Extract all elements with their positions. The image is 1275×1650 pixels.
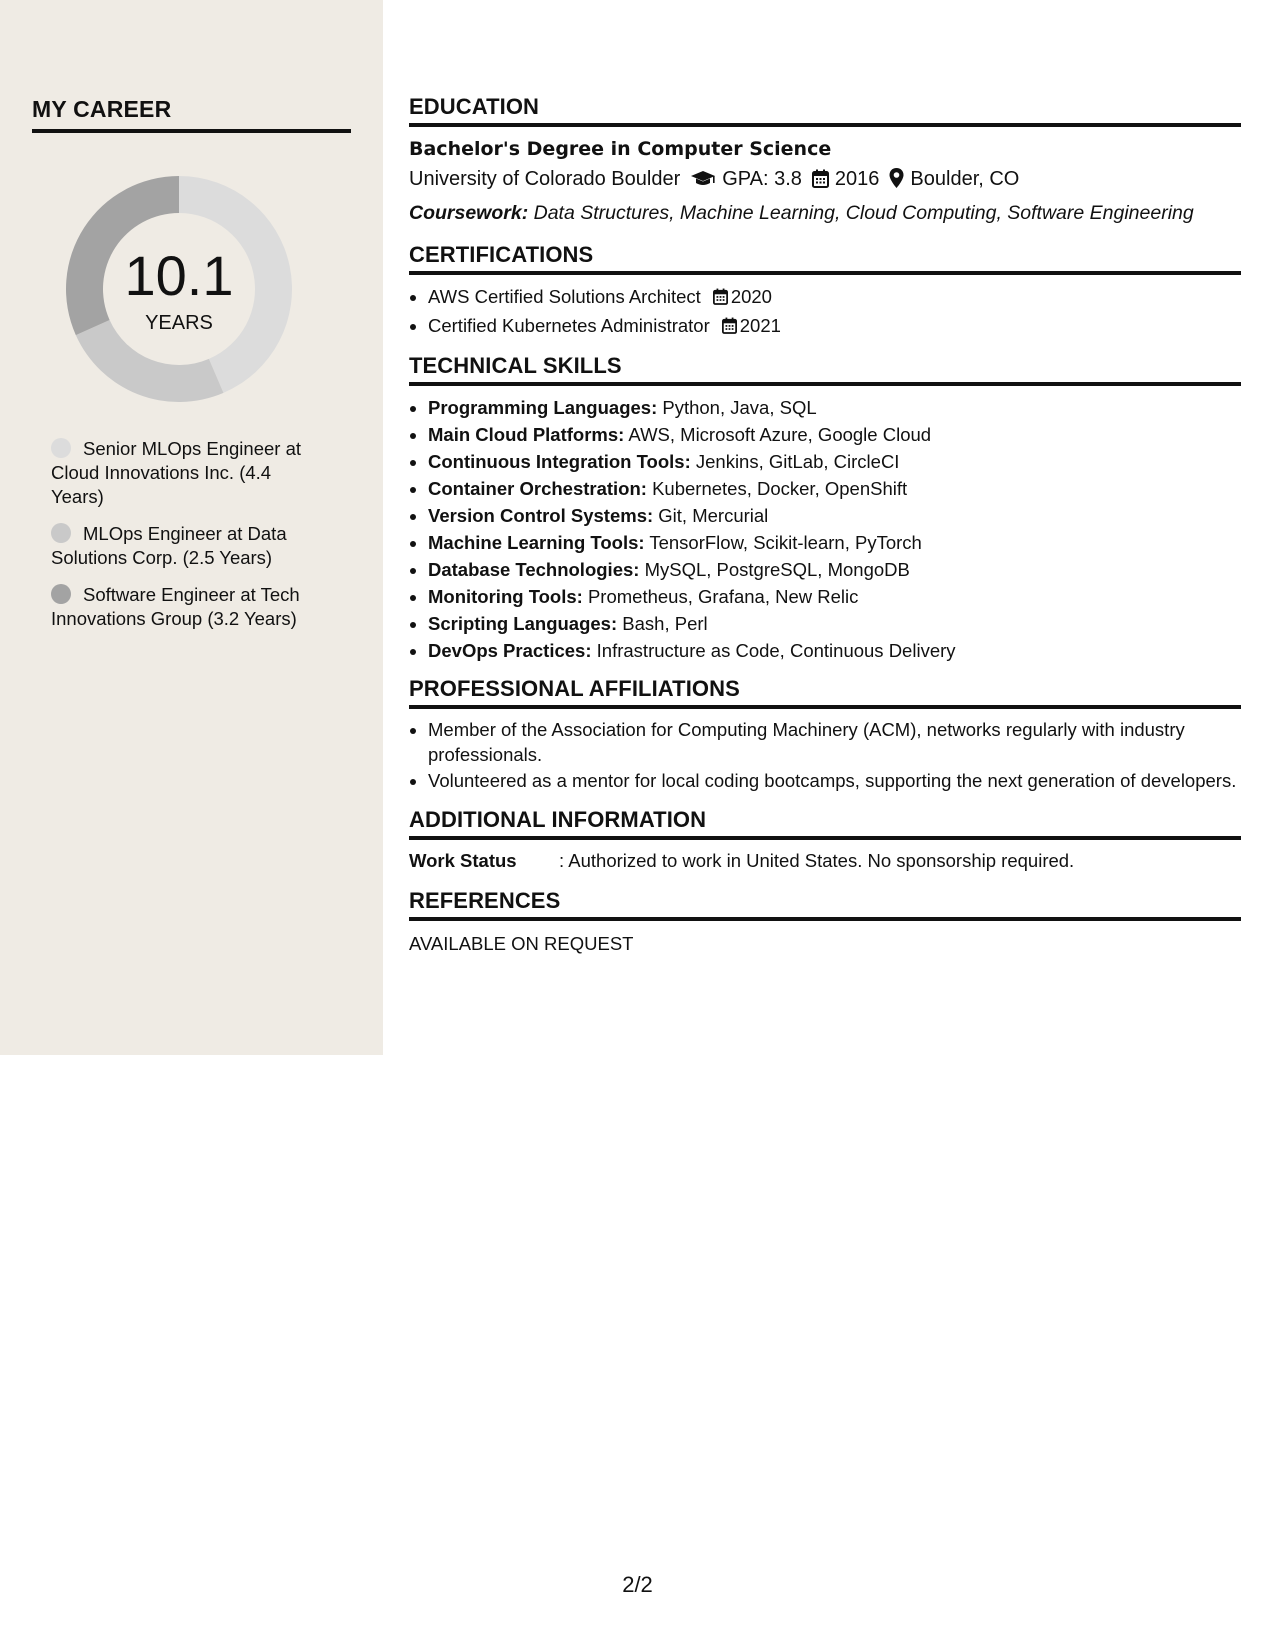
total-years-label: YEARS bbox=[145, 312, 213, 334]
section-rule bbox=[409, 271, 1241, 275]
career-legend bbox=[51, 437, 321, 644]
coursework-label: Coursework: bbox=[409, 202, 529, 224]
skill-value: AWS, Microsoft Azure, Google Cloud bbox=[624, 424, 932, 445]
section-rule bbox=[409, 917, 1241, 921]
skill-label: Scripting Languages: bbox=[428, 613, 618, 634]
affiliations-title: PROFESSIONAL AFFILIATIONS bbox=[409, 676, 740, 701]
skill-label: Monitoring Tools: bbox=[428, 586, 583, 607]
certifications-title: CERTIFICATIONS bbox=[409, 242, 594, 267]
legend-dot-icon bbox=[51, 584, 71, 604]
skills-title: TECHNICAL SKILLS bbox=[409, 353, 622, 378]
skill-label: Programming Languages: bbox=[428, 397, 658, 418]
certification-item bbox=[428, 312, 1241, 341]
skills-list bbox=[409, 394, 1241, 664]
career-legend-label: Software Engineer at Tech Innovations Group (3.2 Years) bbox=[51, 584, 300, 629]
certification-year: 2020 bbox=[730, 286, 772, 307]
section-rule bbox=[409, 382, 1241, 386]
career-years-donut bbox=[66, 176, 292, 402]
skill-label: Continuous Integration Tools: bbox=[428, 451, 691, 472]
skill-value: Git, Mercurial bbox=[653, 505, 769, 526]
career-title-rule bbox=[32, 129, 351, 133]
skill-label: Database Technologies: bbox=[428, 559, 640, 580]
skill-label: Version Control Systems: bbox=[428, 505, 654, 526]
certifications-list bbox=[409, 283, 1241, 341]
skill-value: Prometheus, Grafana, New Relic bbox=[582, 586, 859, 607]
skill-value: Infrastructure as Code, Continuous Delivery bbox=[591, 640, 956, 661]
skill-value: TensorFlow, Scikit-learn, PyTorch bbox=[644, 532, 922, 553]
location-pin-icon bbox=[889, 166, 904, 198]
skill-item bbox=[428, 394, 1241, 421]
skill-item bbox=[428, 421, 1241, 448]
degree-name: Bachelor's Degree in Computer Science bbox=[409, 138, 832, 160]
career-title: MY CAREER bbox=[32, 96, 172, 122]
skill-item bbox=[428, 556, 1241, 583]
additional-info-section bbox=[409, 807, 1241, 874]
school-name: University of Colorado Boulder bbox=[409, 168, 681, 190]
certification-year: 2021 bbox=[739, 315, 781, 336]
main-content bbox=[409, 94, 1241, 957]
calendar-icon bbox=[713, 285, 728, 312]
additional-info-title: ADDITIONAL INFORMATION bbox=[409, 807, 707, 832]
skill-item bbox=[428, 610, 1241, 637]
skill-value: Kubernetes, Docker, OpenShift bbox=[646, 478, 908, 499]
skill-item bbox=[428, 583, 1241, 610]
education-details bbox=[409, 163, 1241, 198]
career-legend-label: MLOps Engineer at Data Solutions Corp. (2.5 Years) bbox=[51, 523, 287, 568]
work-status-label: Work Status bbox=[409, 850, 517, 871]
school-location: Boulder, CO bbox=[910, 168, 1020, 190]
affiliation-item: • Volunteered as a mentor for local coding bootcamps, supporting the next generation of developers. bbox=[428, 768, 1241, 793]
work-status-row bbox=[409, 848, 1241, 874]
career-legend-item bbox=[51, 437, 321, 509]
page-number: 2/2 bbox=[622, 1572, 653, 1597]
certification-name: Certified Kubernetes Administrator bbox=[428, 315, 710, 336]
affiliations-section bbox=[409, 676, 1241, 793]
certification-item bbox=[428, 283, 1241, 312]
skill-label: Machine Learning Tools: bbox=[428, 532, 645, 553]
gpa-value: GPA: 3.8 bbox=[722, 168, 802, 190]
skill-item bbox=[428, 637, 1241, 664]
certifications-section bbox=[409, 242, 1241, 341]
career-legend-label: Senior MLOps Engineer at Cloud Innovations Inc. (4.4 Years) bbox=[51, 438, 302, 507]
career-sidebar bbox=[0, 0, 383, 1055]
work-status-value: : Authorized to work in United States. No sponsorship required. bbox=[559, 850, 1075, 871]
calendar-icon bbox=[722, 314, 737, 341]
skill-value: Python, Java, SQL bbox=[657, 397, 817, 418]
career-legend-item bbox=[51, 522, 321, 570]
skill-label: DevOps Practices: bbox=[428, 640, 592, 661]
graduation-year: 2016 bbox=[834, 168, 880, 190]
skill-item bbox=[428, 502, 1241, 529]
skills-section bbox=[409, 353, 1241, 664]
references-text: AVAILABLE ON REQUEST bbox=[409, 933, 634, 954]
coursework bbox=[409, 198, 1241, 228]
total-years-value: 10.1 bbox=[124, 244, 234, 307]
donut-center bbox=[66, 176, 292, 402]
career-legend-item bbox=[51, 583, 321, 631]
education-title: EDUCATION bbox=[409, 94, 540, 119]
skill-value: Bash, Perl bbox=[617, 613, 708, 634]
affiliation-item: • Member of the Association for Computing Machinery (ACM), networks regularly with industry professionals. bbox=[428, 717, 1241, 767]
legend-dot-icon bbox=[51, 438, 71, 458]
certification-name: AWS Certified Solutions Architect bbox=[428, 286, 701, 307]
skill-item bbox=[428, 475, 1241, 502]
skill-label: Container Orchestration: bbox=[428, 478, 647, 499]
education-section bbox=[409, 94, 1241, 228]
skill-value: Jenkins, GitLab, CircleCI bbox=[690, 451, 900, 472]
affiliations-list bbox=[409, 717, 1241, 793]
legend-dot-icon bbox=[51, 523, 71, 543]
references-section bbox=[409, 888, 1241, 957]
coursework-list: Data Structures, Machine Learning, Cloud Computing, Software Engineering bbox=[528, 202, 1194, 224]
section-rule bbox=[409, 705, 1241, 709]
section-rule bbox=[409, 836, 1241, 840]
section-rule bbox=[409, 123, 1241, 127]
skill-item bbox=[428, 448, 1241, 475]
references-title: REFERENCES bbox=[409, 888, 561, 913]
skill-value: MySQL, PostgreSQL, MongoDB bbox=[639, 559, 910, 580]
skill-item bbox=[428, 529, 1241, 556]
calendar-icon bbox=[812, 166, 829, 198]
graduation-cap-icon bbox=[690, 166, 716, 198]
skill-label: Main Cloud Platforms: bbox=[428, 424, 625, 445]
